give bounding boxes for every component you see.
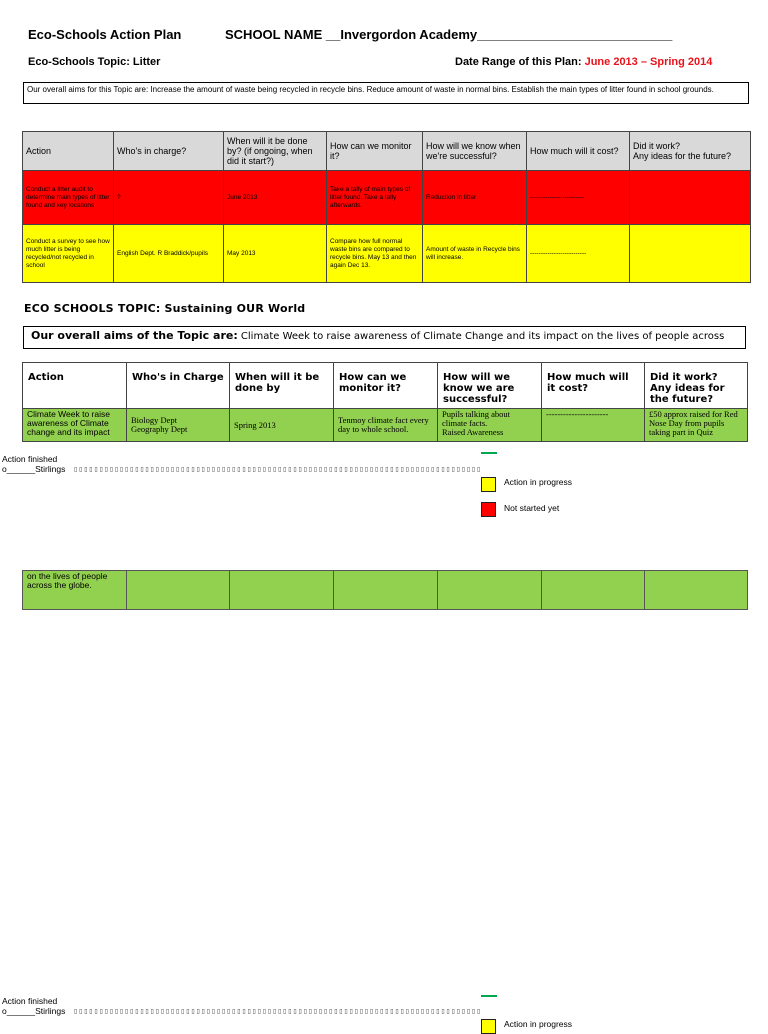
- header-action: Action: [23, 132, 114, 171]
- sustain-action-table: [22, 362, 748, 442]
- litter-action-table: [22, 131, 751, 283]
- header-cost: How much will it cost?: [527, 132, 630, 171]
- cell-success: [438, 571, 542, 610]
- in-progress-swatch: [481, 477, 496, 492]
- section-title: ECO SCHOOLS TOPIC: Sustaining OUR World: [24, 302, 306, 315]
- cell-success: Pupils talking about climate facts. Raised Awareness: [438, 409, 542, 442]
- cell-action: Conduct a survey to see how much litter is being recycled/not recycled in school: [23, 225, 114, 283]
- cell-cost: [542, 571, 645, 610]
- table-row: [23, 171, 751, 225]
- stirlings-label: o______Stirlings: [2, 1006, 66, 1016]
- action-finished-label: Action finished: [2, 996, 58, 1006]
- cell-monitor: [334, 571, 438, 610]
- cell-result: £50 approx raised for Red Nose Day from pupils taking part in Quiz: [645, 409, 748, 442]
- header-who: Who's in Charge: [127, 363, 230, 409]
- school-name: SCHOOL NAME __Invergordon Academy___________________________: [225, 27, 673, 42]
- date-range-label: Date Range of this Plan:: [455, 56, 582, 68]
- placeholder-glyphs: ▯▯▯▯▯▯▯▯▯▯▯▯▯▯▯▯▯▯▯▯▯▯▯▯▯▯▯▯▯▯▯▯▯▯▯▯▯▯▯▯▯▯▯▯▯▯▯▯▯▯▯▯▯▯▯▯▯▯▯▯▯▯▯▯▯▯▯▯▯▯▯▯▯▯▯▯▯▯▯▯: [74, 467, 483, 473]
- section-aims-label: Our overall aims of the Topic are:: [31, 329, 238, 342]
- table-row: [23, 225, 751, 283]
- cell-who: Biology Dept Geography Dept: [127, 409, 230, 442]
- header-did-it-work: Did it work? Any ideas for the future?: [645, 363, 748, 409]
- stirlings-label: o______Stirlings: [2, 464, 66, 474]
- sustain-continuation-table: [22, 570, 748, 610]
- table-row: [23, 409, 748, 442]
- header-success: How will we know when we're successful?: [423, 132, 527, 171]
- section-aims-text: Climate Week to raise awareness of Climate Change and its impact on the lives of people across: [237, 331, 725, 342]
- finished-legend-swatch: [481, 995, 497, 997]
- action-finished-label: Action finished: [2, 454, 58, 464]
- header-success: How will we know we are successful?: [438, 363, 542, 409]
- header-who: Who's in charge?: [114, 132, 224, 171]
- table-header-row: [23, 363, 748, 409]
- section-aims: [23, 326, 746, 349]
- not-started-label: Not started yet: [504, 503, 560, 513]
- header-monitor: How can we monitor it?: [334, 363, 438, 409]
- table-row: [23, 571, 748, 610]
- cell-action: Conduct a litter audit to determine main types of litter found and key locations: [23, 171, 114, 225]
- in-progress-swatch: [481, 1019, 496, 1034]
- cell-monitor: Take a tally of main types of litter found. Take a tally afterwards.: [327, 171, 423, 225]
- not-started-swatch: [481, 502, 496, 517]
- cell-success: Reduction in litter: [423, 171, 527, 225]
- cell-who: [127, 571, 230, 610]
- cell-monitor: Compare how full normal waste bins are compared to recycle bins. May 13 and then again Dec 13.: [327, 225, 423, 283]
- topic-aims: Our overall aims for this Topic are: Increase the amount of waste being recycled in recycle bins. Reduce amount of waste in normal bins. Establish the main types of litter found in school grounds.: [23, 82, 749, 104]
- header-action: Action: [23, 363, 127, 409]
- cell-result: [630, 171, 751, 225]
- cell-who: ?: [114, 171, 224, 225]
- cell-action: Climate Week to raise awareness of Climate change and its impact: [23, 409, 127, 442]
- cell-when: [230, 571, 334, 610]
- header-did-it-work: Did it work? Any ideas for the future?: [630, 132, 751, 171]
- cell-who: English Dept. R Braddick/pupils: [114, 225, 224, 283]
- finished-legend-swatch: [481, 452, 497, 454]
- table-header-row: [23, 132, 751, 171]
- cell-result: [630, 225, 751, 283]
- cell-cost: -------------------------: [527, 171, 630, 225]
- header-monitor: How can we monitor it?: [327, 132, 423, 171]
- date-range-value: June 2013 – Spring 2014: [584, 56, 713, 68]
- in-progress-label: Action in progress: [504, 1019, 573, 1029]
- header-cost: How much will it cost?: [542, 363, 645, 409]
- cell-monitor: Tenmoy climate fact every day to whole school.: [334, 409, 438, 442]
- date-range: [455, 56, 712, 68]
- topic-label: Eco-Schools Topic: Litter: [28, 56, 161, 68]
- cell-when: Spring 2013: [230, 409, 334, 442]
- cell-success: Amount of waste in Recycle bins will increase.: [423, 225, 527, 283]
- in-progress-label: Action in progress: [504, 477, 573, 487]
- cell-action: on the lives of people across the globe.: [23, 571, 127, 610]
- header-when: When will it be done by: [230, 363, 334, 409]
- doc-title: Eco-Schools Action Plan: [28, 27, 182, 42]
- cell-cost: --------------------------: [527, 225, 630, 283]
- cell-result: [645, 571, 748, 610]
- placeholder-glyphs: ▯▯▯▯▯▯▯▯▯▯▯▯▯▯▯▯▯▯▯▯▯▯▯▯▯▯▯▯▯▯▯▯▯▯▯▯▯▯▯▯▯▯▯▯▯▯▯▯▯▯▯▯▯▯▯▯▯▯▯▯▯▯▯▯▯▯▯▯▯▯▯▯▯▯▯▯▯▯▯▯: [74, 1009, 483, 1015]
- cell-when: June 2013: [224, 171, 327, 225]
- cell-when: May 2013: [224, 225, 327, 283]
- cell-cost: ----------------------: [542, 409, 645, 442]
- header-when: When will it be done by? (if ongoing, when did it start?): [224, 132, 327, 171]
